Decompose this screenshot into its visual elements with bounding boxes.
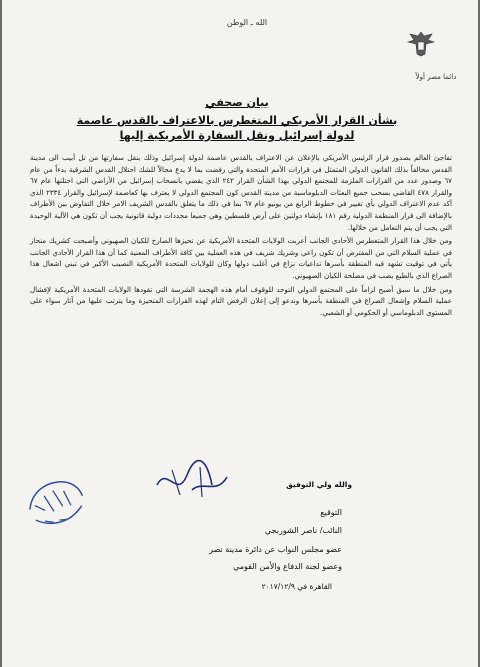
signature-label: التوقيع <box>320 508 342 517</box>
document-subtitle-line1: بشأن القرار الأمريكي المتغطرس بالاعتراف بالقدس عاصمة <box>76 114 398 127</box>
issue-date: القاهرة في ٢٠١٧/١٢/٩ <box>261 582 332 591</box>
paragraph: تفاجئ العالم بصدور قرار الرئيس الأمريكي بالإعلان عن الاعتراف بالقدس عاصمة لدولة إسرائيل وذلك بنقل سفارتها من تل أبيب الى مدينة القدس مخالفاً بذلك القانون الدولي المتمثل في قرارات الأمم المتحدة والتي رفضت بما لا يدع مجالاً للشك احتلال القدس الشرقية بدءاً من عام ٦٧ وصدور عدد من القرارات الملزمة للمجتمع الدولي بهذا الشأن القرار ٢٤٢ الذي يقضي بانسحاب إسرائيل من الأراضي التي احتلتها عام ٦٧ والقرار ٤٧٨ القاضي بسحب جميع البعثات الدبلوماسية من مدينة القدس كون المجتمع الدولي لا يعترف بها كعاصمة لإسرائيل والقرار ٢٣٣٤ الذي أكد عدم الاعتراف الدولي بأي تغيير في خطوط الرابع من يونيو عام ٦٧ بما في ذلك ما يتعلق بالقدس الشريف الامر خلال التفاوض بين الأطراف بالإضافة الى قرار المنظمة الدولية رقم ١٨١ بإنشاء دولتين على أرض فلسطين وهي جميعا محددات دولية قانونية يجب أن تكون هي الآلية الوحيدة التي يجب أن يتم التعامل من خلالها. <box>30 153 453 232</box>
emblem-caption: دائما مصر أولاً <box>415 73 457 81</box>
handwritten-signature-icon <box>152 455 232 505</box>
signer-committee: وعضو لجنة الدفاع والأمن القومي <box>233 562 342 571</box>
header-slogan: الله ـ الوطن <box>226 18 268 27</box>
signer-title: عضو مجلس النواب عن دائرة مدينة نصر <box>209 545 342 554</box>
closing-line: والله ولي التوفيق <box>286 480 352 489</box>
paragraph: ومن خلال ما سبق أصبح لزاماً على المجتمع الدولي التوحد للوقوف أمام هذه الهجمة الشرسة التي تقودها الولايات المتحدة الأمريكية لإفشال عملية السلام وإشعال الصراع في المنطقة بأسرها وندعو إلى إعلان الرفض التام لهذه القرارات المتحيزة وما يترتب عليها من آثار سواء على المستوى الدبلوماسي أو الحكومي أو الشعبي. <box>30 284 452 317</box>
eagle-emblem-icon <box>406 30 436 58</box>
document-page <box>2 0 478 667</box>
statement-body <box>30 152 452 318</box>
document-title: بيان صحفي <box>205 96 269 109</box>
signer-name: النائب/ ناصر الشوربجي <box>264 526 342 535</box>
paragraph: ومن خلال هذا القرار المتغطرس الأحادي الجانب أعربت الولايات المتحدة الأمريكية عن تحيزها الصارخ للكيان الصهيوني وأصبحت كشريك منحاز في عملية السلام التي من المفترض أن تكون راعي وشريك شريف في هذه العملية بين كافة الأطراف المعنية كما أن هذا القرار الأحادي الجانب يأتي في توقيت تشهد فيه المنطقة بأسرها تداعيات نزاع في أغلب دولها وكان للولايات المتحدة الأمريكية النصيب الأكبر في تبني اشعال هذا الصراع الذي بالطبع يصب في مصلحة الكيان الصهيوني. <box>30 236 452 280</box>
official-stamp-icon <box>22 470 92 540</box>
document-subtitle-line2: لدولة إسرائيل ونقل السفارة الأمريكية إليها <box>119 129 355 142</box>
